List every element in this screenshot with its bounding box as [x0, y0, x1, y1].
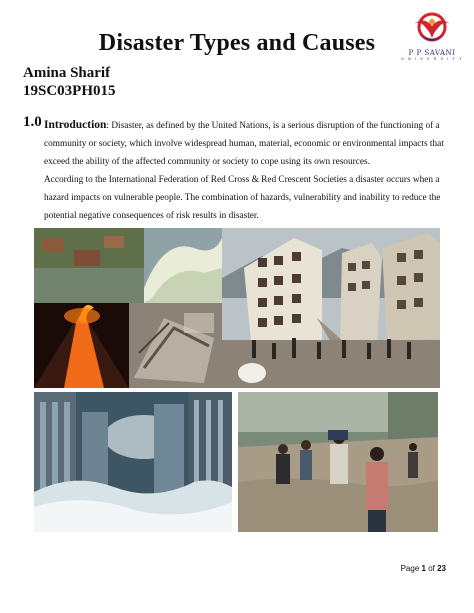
section-body	[44, 116, 462, 243]
page-word: Page	[400, 564, 420, 573]
ifrc-paragraph: According to the International Federation of Red Cross & Red Crescent Societies a disaster occurs when a hazard impacts on vulnerable people. The combination of hazards, vulnerability and inability to reduce the potential negative consequences of risk results in disaster.	[44, 175, 441, 221]
author-id: 19SC03PH015	[23, 83, 116, 99]
page-of: of	[428, 564, 435, 573]
page-total: 23	[437, 564, 446, 573]
page-current: 1	[421, 564, 426, 573]
university-emblem-icon	[398, 10, 466, 48]
flood-wading-photo	[238, 392, 438, 532]
section-number: 1.0	[23, 114, 42, 130]
logo-subtitle: U N I V E R S I T Y	[400, 57, 464, 61]
page-title: Disaster Types and Causes	[98, 30, 376, 56]
storm-surge-city-photo	[34, 392, 232, 532]
author-block	[23, 64, 116, 100]
logo-name: P P SAVANI	[408, 49, 456, 57]
intro-paragraph-text: : Disaster, as defined by the United Nations, is a serious disruption of the functioning of a community or society, which involve widespread human, material, economic or environmental impacts that exceed the ability of the affected community or society to cope using its own resources.	[44, 121, 444, 167]
author-name: Amina Sharif	[23, 65, 111, 81]
intro-paragraph	[44, 116, 462, 171]
earthquake-collapse-photo	[222, 228, 440, 388]
section-heading: Introduction	[44, 119, 107, 131]
university-logo	[398, 10, 466, 66]
page-number	[401, 564, 446, 573]
disaster-collage-photo	[34, 228, 222, 388]
